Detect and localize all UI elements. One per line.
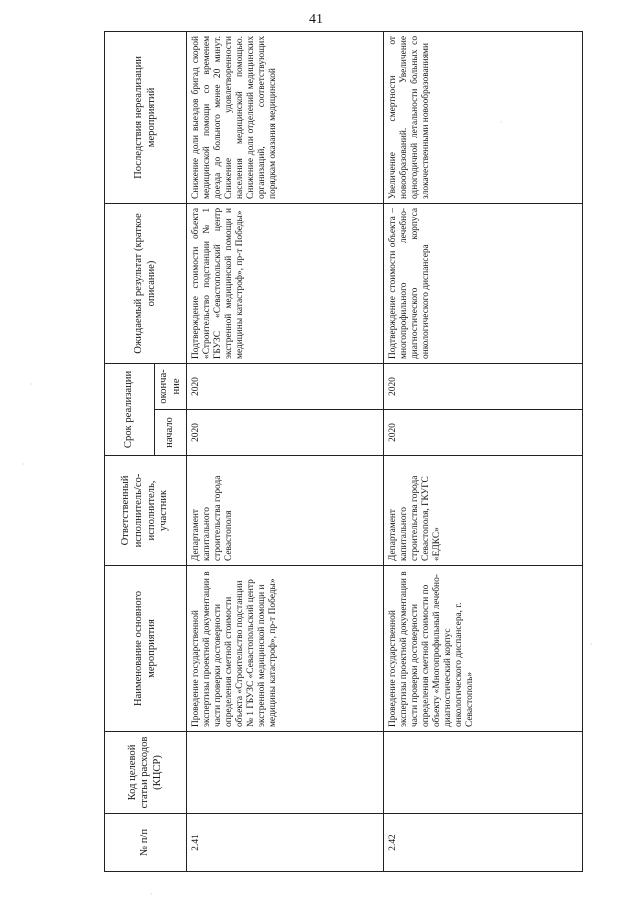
header-start: начало (155, 410, 187, 456)
scan-speck: · (22, 460, 25, 469)
header-kbk: Код целевой статьи расходов (КЦСР) (105, 732, 187, 814)
scan-speck: · (150, 890, 153, 899)
rotated-table-frame (104, 32, 582, 872)
header-name: Наименование основного мероприятия (105, 566, 187, 732)
row-result: Подтверждение стоимости объекта – многопрофильного лечебно-диагностического корпуса онкологического диспансера (384, 203, 583, 363)
activities-table (104, 31, 583, 872)
row-end: 2020 (384, 363, 583, 409)
row-responsible: Департамент капитального строительства города Севастополя, ГКУГС «ЕДКС» (384, 456, 583, 566)
row-consequences: Снижение доли выездов бригад скорой медицинской помощи со временем доезда до больного менее 20 минут. Снижение удовлетворенности населения медицинской помощью. Снижение доли отделений медицинских организаций, соответствующих порядкам оказания медицинской (187, 31, 384, 203)
header-num: № п/п (105, 814, 187, 872)
row-start: 2020 (187, 410, 384, 456)
row-num: 2.41 (187, 814, 384, 872)
row-result: Подтверждение стоимости объекта «Строительство подстанции № 1 ГБУЗС «Севастопольский центр экстренной медицинской помощи и медицины катастроф», пр-т Победы» (187, 203, 384, 363)
header-period: Срок реализации (105, 363, 155, 455)
rotated-table-inner (104, 32, 582, 872)
header-end: оконча-ние (155, 363, 187, 409)
row-name: Проведение государственной экспертизы проектной документации в части проверки достоверности определения сметной стоимости объекта «Строительство подстанции № 1 ГБУЗС «Севастопольский центр экстренной медицинской помощи и медицины катастроф», пр-т Победы» (187, 566, 384, 732)
header-result: Ожидаемый результат (краткое описание) (105, 203, 187, 363)
row-start: 2020 (384, 410, 583, 456)
header-consequences: Последствия нереализации мероприятий (105, 31, 187, 203)
row-kbk (384, 732, 583, 814)
row-consequences: Увеличение смертности от новообразований. Увеличение одногодичной летальности больных со злокачественными новообразованиями (384, 31, 583, 203)
row-num: 2.42 (384, 814, 583, 872)
scan-speck: · (500, 118, 503, 127)
header-responsible: Ответственный исполнитель/со-исполнитель, участник (105, 456, 187, 566)
table-row (187, 31, 384, 871)
row-name: Проведение государственной экспертизы проектной документации в части проверки достоверности определения сметной стоимости по объекту «Многопрофильный лечебно-диагностический корпус онкологического диспансера, г. Севастополь» (384, 566, 583, 732)
row-end: 2020 (187, 363, 384, 409)
row-kbk (187, 732, 384, 814)
scan-speck: · (30, 380, 33, 389)
table-row (384, 31, 583, 871)
page-number: 41 (309, 12, 323, 27)
scan-speck: · (590, 640, 593, 649)
row-responsible: Департамент капитального строительства города Севастополя (187, 456, 384, 566)
